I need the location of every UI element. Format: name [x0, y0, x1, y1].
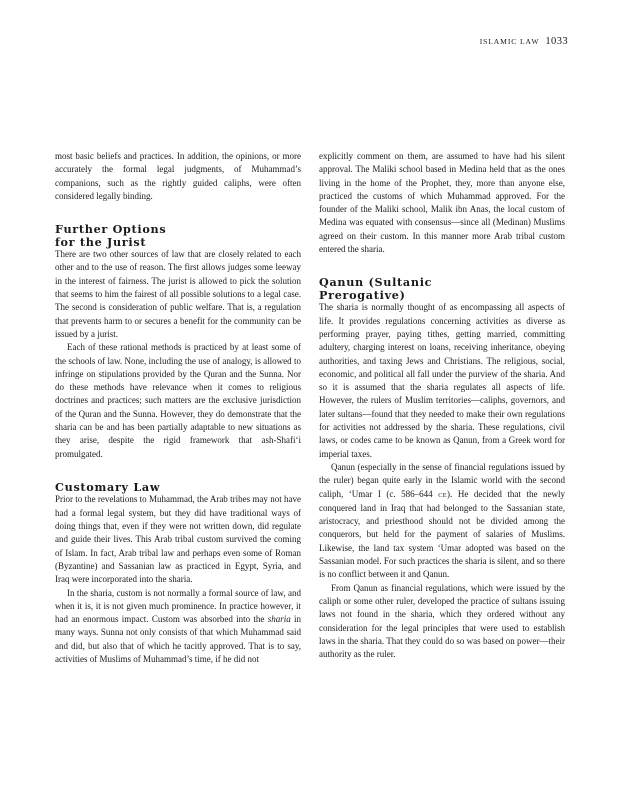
paragraph: Each of these rational methods is practiced by at least some of the schools of law. None, including the use of analogy, is allowed to infringe on stipulations provided by the Quran and the Sunna. Nor do these methods have relevance when it comes to religious doctrines and practices; such matters are the exclusive jurisdiction of the Quran and the Sunna. However, they do demonstrate that the sharia can be and has been partially adaptable to new situations as they arise, despite the rigid framework that ash-Shafi‘i promulgated. [55, 342, 301, 459]
section-heading-qanun [319, 276, 565, 301]
paragraph: From Qanun as financial regulations, which were issued by the caliph or some other ruler, developed the practice of sultans issuing laws not found in the sharia, which they ordered without any consideration for the legal principles that were used to establish laws in the sharia. That they could do so was based on power—their authority as the ruler. [319, 582, 565, 660]
running-head [480, 36, 568, 47]
paragraph: There are two other sources of law that are closely related to each other and to the use of reason. The first allows judges some leeway in the interest of fairness. The jurist is allowed to pick the solution that seems to him the fairest of all possible solutions to a legal case. The second is consideration of public welfare. That is, a regulation that prevents harm to or secures a benefit for the community can be issued by a jurist. [55, 249, 301, 339]
paragraph [319, 461, 565, 582]
heading-line: for the Jurist [55, 234, 147, 249]
paragraph: The sharia is normally thought of as encompassing all aspects of life. It provides regulations concerning activities as diverse as performing prayer, paying tithes, getting married, committing adultery, charging interest on loans, receiving inheritance, obeying authorities, and taxing Jews and Christians. The religious, social, economic, and political all fall under the purview of the sharia. And so it is assumed that the sharia regulates all aspects of life. However, the rulers of Muslim territories—caliphs, governors, and later sultans—found that they needed to make their own regulations for activities not addressed by the sharia. These regulations, civil laws, or codes came to be known as Qanun, from a Greek word for imperial taxes. [319, 302, 565, 459]
paragraph [55, 587, 301, 667]
section-heading-customary-law [55, 481, 301, 494]
text-run: ). He decided that the newly conquered land in Iraq that had belonged to the Sassanian state, aristocracy, and priesthood should not be divided among the conquerors, but held for the payment of salaries of Muslims. Likewise, the land tax system ‘Umar adopted was based on the Sassanian model. For such practices the sharia is silent, and so there is no conflict between it and Qanun. [319, 488, 565, 580]
paragraph: Prior to the revelations to Muhammad, the Arab tribes may not have had a formal legal system, but they did have traditional ways of doing things that, even if they were not written down, did regulate and guide their lives. This Arab tribal custom survived the coming of Islam. In fact, Arab tribal law and perhaps even some of Roman (Byzantine) and Sassanian law as practiced in Egypt, Syria, and Iraq were incorporated into the sharia. [55, 494, 301, 585]
right-column [319, 150, 565, 661]
running-title: ISLAMIC LAW [479, 37, 540, 46]
heading-line: Further Options [55, 222, 167, 237]
heading-line: Customary Law [55, 479, 161, 494]
section-heading-further-options [55, 223, 301, 248]
paragraph: most basic beliefs and practices. In addition, the opinions, or more accurately the formal legal judgments, of Muhammad’s companions, such as the rightly guided caliphs, were often considered legally binding. [55, 151, 301, 201]
spacer [55, 203, 301, 223]
paragraph: explicitly comment on them, are assumed to have had his silent approval. The Maliki school based in Medina held that as the ones living in the home of the Prophet, they, more than anyone else, practiced the customs of which Muhammad approved. For the founder of the Maliki school, Malik ibn Anas, the local custom of Medina was equated with consensus—since all (Medinan) Muslims agreed on their custom. In this manner more Arab tribal custom entered the sharia. [319, 151, 565, 255]
left-column [55, 150, 301, 666]
text-run: in many ways. Sunna not only consists of that which Muhammad said and did, but also that of which he tacitly approved. That is to say, activities of Muslims of Muhammad’s time, if he did not [55, 614, 301, 664]
spacer [319, 256, 565, 276]
text-run: In the sharia, custom is not normally a formal source of law, and when it is, it is not given much prominence. In practice however, it had an enormous impact. Custom was absorbed into the [55, 587, 301, 625]
spacer [55, 461, 301, 481]
heading-line: Prerogative) [319, 287, 406, 302]
italic-term: sharia [267, 614, 291, 625]
heading-line: Qanun (Sultanic [319, 275, 433, 290]
page-number: 1033 [545, 36, 568, 47]
text-run: Qanun (especially in the sense of financial regulations issued by the ruler) began quite early in the Islamic world with the second caliph, ‘Umar I (c. 586–644 [319, 461, 565, 499]
era-abbreviation: CE [438, 491, 448, 499]
